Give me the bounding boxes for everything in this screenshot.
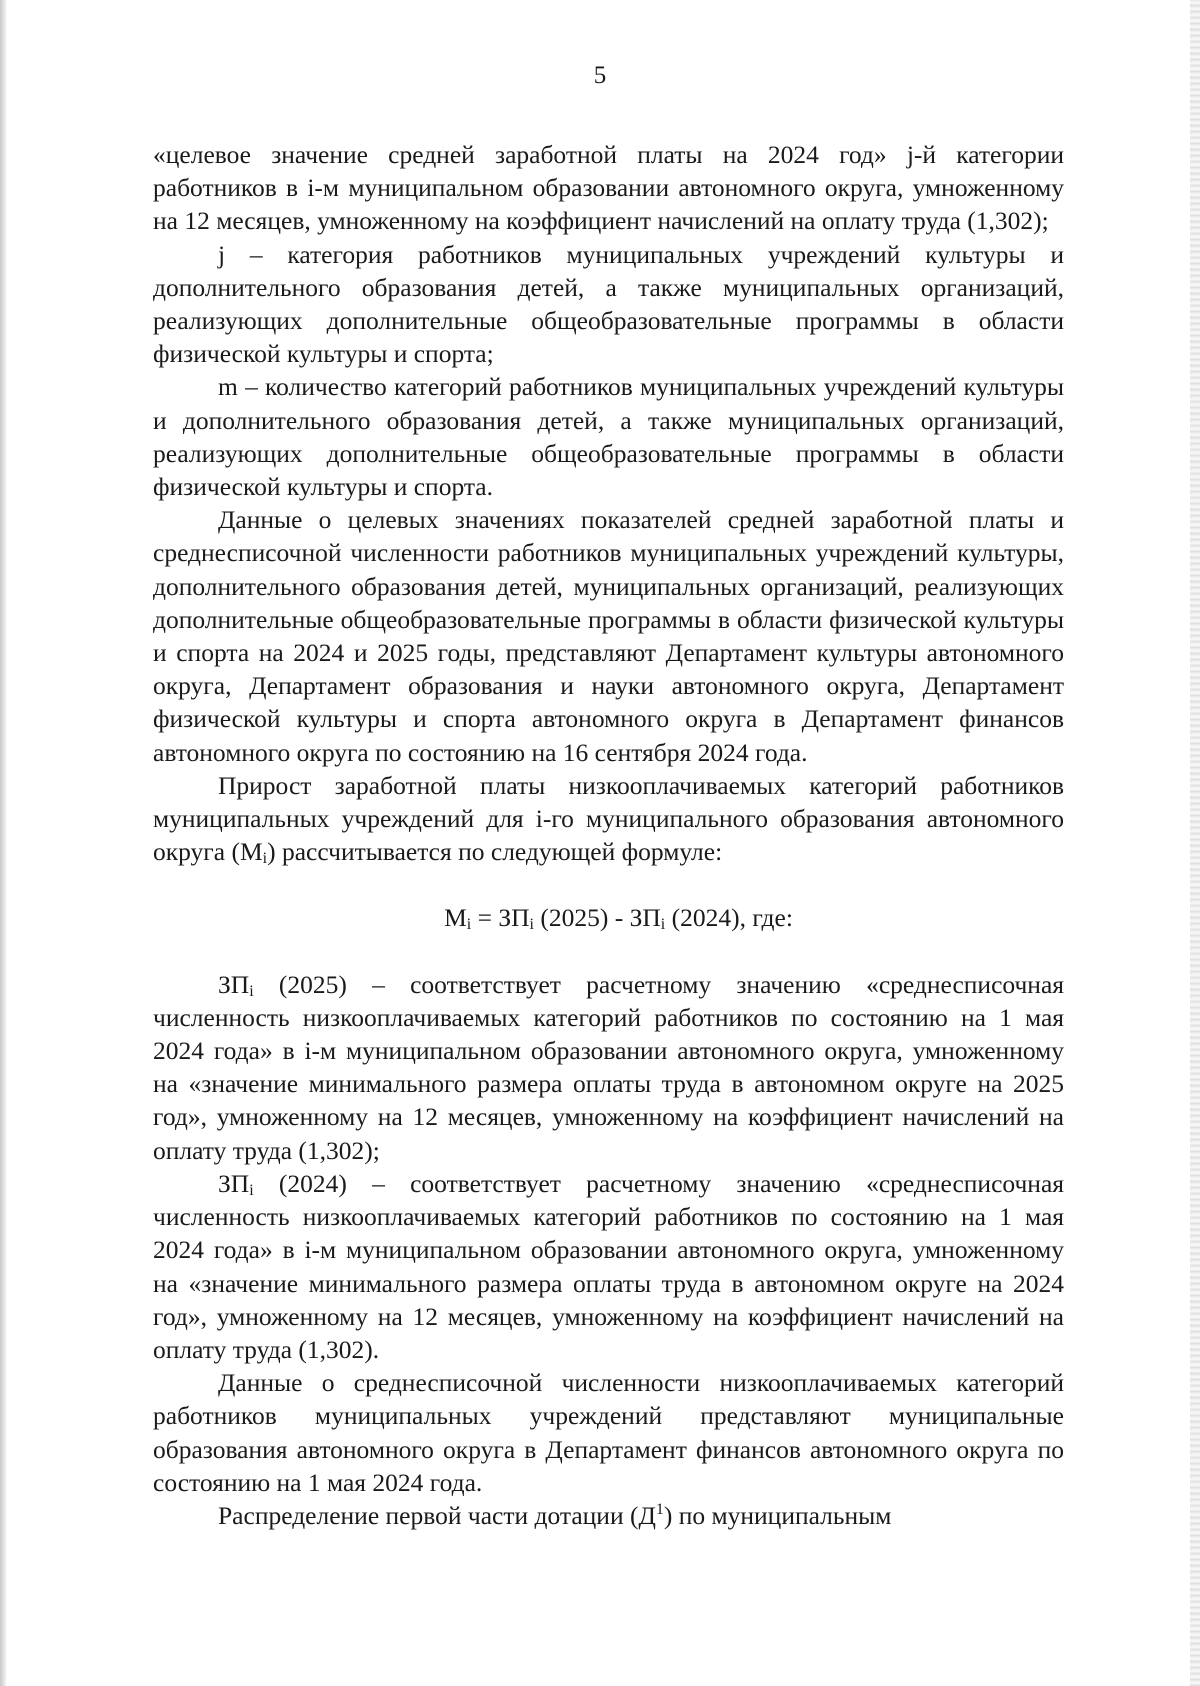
zp2024-label: ЗП xyxy=(218,1168,250,1198)
zp2025-subscript: i xyxy=(249,982,254,1000)
page-number: 5 xyxy=(593,62,607,89)
distribution-superscript: 1 xyxy=(655,1500,664,1518)
paragraph-m-definition: m – количество категорий работников муниципальных учреждений культуры и дополнительного образования детей, а также муниципальных организаций, реализующих дополнительные общеобразовательные программы в области физической культуры и спорта. xyxy=(153,372,1064,502)
formula-zp2-subscript: i xyxy=(660,916,666,934)
increment-text-before: Прирост заработной платы низкооплачиваемых категорий работников муниципальных учреждений для i-го муниципального образования автономного округа (M xyxy=(153,770,1064,867)
zp2024-text: (2024) – соответствует расчетному значению «среднесписочная численность низкооплачиваемых категорий работников по состоянию на 1 мая 2024 года» в i-м муниципальном образовании автономного округа, умноженному на «значение минимального размера оплаты труда в автономном округе на 2024 год», умноженному на 12 месяцев, умноженному на коэффициент начислений на оплату труда (1,302). xyxy=(153,1168,1064,1364)
paragraph-headcount-data: Данные о среднесписочной численности низкооплачиваемых категорий работников муниципальных учреждений представляют муниципальные образования автономного округа в Департамент финансов автономного округа по состоянию на 1 мая 2024 года. xyxy=(153,1368,1064,1497)
increment-text-after: ) рассчитывается по следующей формуле: xyxy=(267,837,723,867)
formula-m-subscript: i xyxy=(466,916,472,934)
formula-zp1-subscript: i xyxy=(529,916,534,934)
formula xyxy=(153,901,1064,934)
paragraph-distribution xyxy=(153,1499,1064,1532)
paragraph-zp-2024 xyxy=(153,1167,1064,1366)
formula-zp1-year: (2025) - ЗП xyxy=(533,903,661,933)
zp2025-label: ЗП xyxy=(218,969,250,999)
paragraph-j-definition: j – категория работников муниципальных учреждений культуры и дополнительного образования детей, а также муниципальных организаций, реализующих дополнительные общеобразовательные программы в области физической культуры и спорта; xyxy=(153,239,1064,369)
paragraph-increment-intro xyxy=(153,769,1064,869)
formula-zp2-year: (2024), где: xyxy=(665,903,793,933)
paragraph-target-data-sources: Данные о целевых значениях показателей средней заработной платы и среднесписочной численности работников муниципальных учреждений культуры, дополнительного образования детей, муниципальных организаций, реализующих дополнительные общеобразовательные программы в области физической культуры и спорта на 2024 и 2025 годы, представляют Департамент культуры автономного округа, Департамент образования и науки автономного округа, Департамент физической культуры и спорта автономного округа в Департамент финансов автономного округа по состоянию на 16 сентября 2024 года. xyxy=(153,505,1064,767)
scan-edge-right xyxy=(1190,0,1200,1686)
formula-equals-zp: = ЗП xyxy=(471,903,530,933)
paragraph-target-salary: «целевое значение средней заработной платы на 2024 год» j-й категории работников в i-м муниципальном образовании автономного округа, умноженному на 12 месяцев, умноженному на коэффициент начислений на оплату труда (1,302); xyxy=(153,140,1064,236)
distribution-text-after: ) по муниципальным xyxy=(663,1500,892,1530)
zp2024-subscript: i xyxy=(249,1181,254,1199)
formula-m: M xyxy=(444,903,467,933)
document-body xyxy=(153,138,1064,1532)
scan-edge-left xyxy=(0,0,6,1686)
paragraph-zp-2025 xyxy=(153,968,1064,1167)
increment-subscript: i xyxy=(262,850,268,868)
distribution-text-before: Распределение первой части дотации (Д xyxy=(218,1500,656,1530)
zp2025-text: (2025) – соответствует расчетному значению «среднесписочная численность низкооплачиваемых категорий работников по состоянию на 1 мая 2024 года» в i-м муниципальном образовании автономного округа, умноженному на «значение минимального размера оплаты труда в автономном округе на 2025 год», умноженному на 12 месяцев, умноженному на коэффициент начислений на оплату труда (1,302); xyxy=(153,969,1064,1165)
